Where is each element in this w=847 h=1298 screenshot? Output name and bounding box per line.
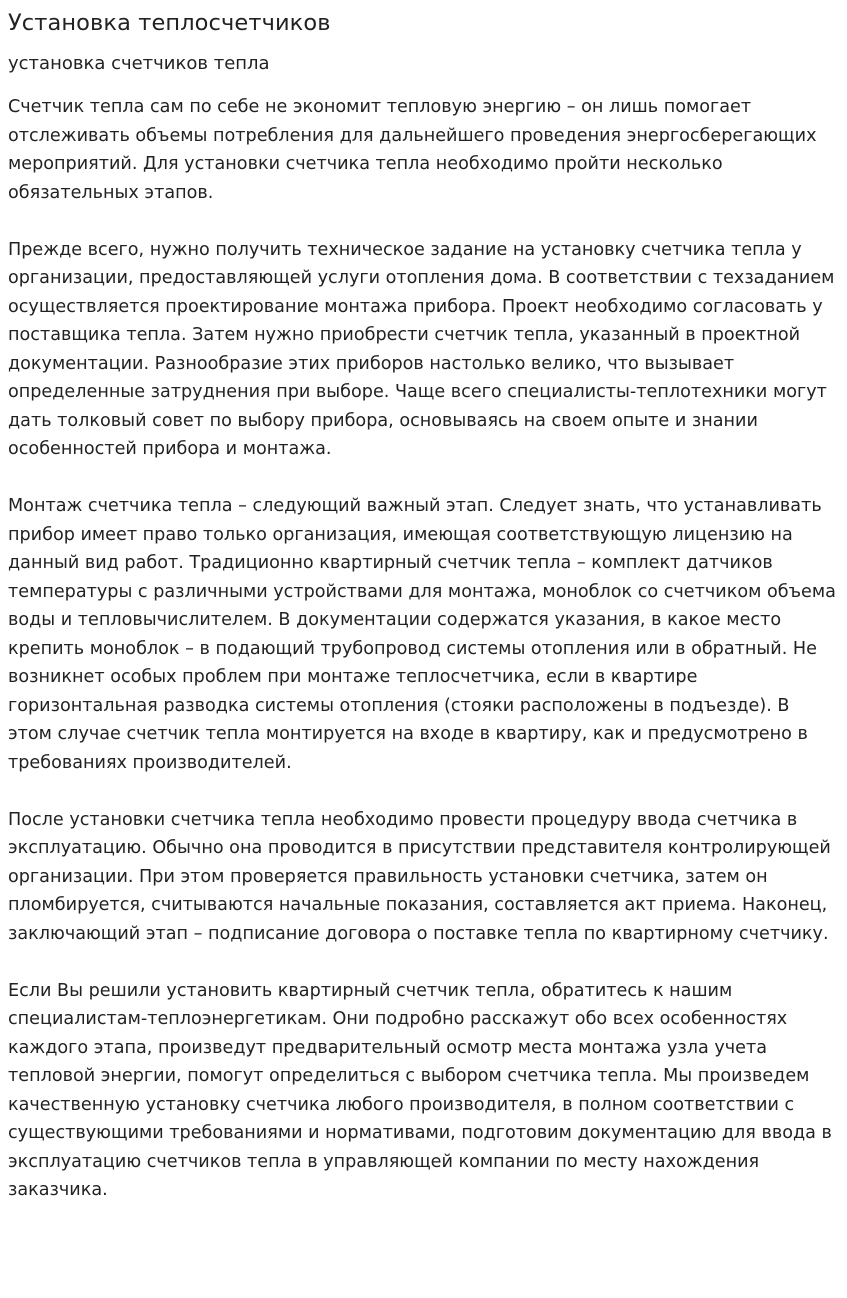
article-paragraph: Если Вы решили установить квартирный счетчик тепла, обратитесь к нашим специалистам-теплоэнергетикам. Они подробно расскажут обо всех особенностях каждого этапа, произведут предварительный осмотр места монтажа узла учета тепловой энергии, помогут определиться с выбором счетчика тепла. Мы произведем качественную установку счетчика любого производителя, в полном соответствии с существующими требованиями и нормативами, подготовим документацию для ввода в эксплуатацию счетчиков тепла в управляющей компании по месту нахождения заказчика.	[8, 980, 832, 1200]
article-paragraph: После установки счетчика тепла необходимо провести процедуру ввода счетчика в эксплуатацию. Обычно она проводится в присутствии представителя контролирующей организации. При этом проверяется правильность установки счетчика, затем он пломбируется, считываются начальные показания, составляется акт приема. Наконец, заключающий этап – подписание договора о поставке тепла по квартирному счетчику.	[8, 809, 831, 944]
article-paragraph: Прежде всего, нужно получить техническое задание на установку счетчика тепла у организации, предоставляющей услуги отопления дома. В соответствии с техзаданием осуществляется проектирование монтажа прибора. Проект необходимо согласовать у поставщика тепла. Затем нужно приобрести счетчик тепла, указанный в проектной документации. Разнообразие этих приборов настолько велико, что вызывает определенные затруднения при выборе. Чаще всего специалисты-теплотехники могут дать толковый совет по выбору прибора, основываясь на своем опыте и знании особенностей прибора и монтажа.	[8, 239, 835, 459]
article-paragraph: Монтаж счетчика тепла – следующий важный этап. Следует знать, что устанавливать прибор имеет право только организация, имеющая соответствующую лицензию на данный вид работ. Традиционно квартирный счетчик тепла – комплект датчиков температуры с различными устройствами для монтажа, моноблок со счетчиком объема воды и тепловычислителем. В документации содержатся указания, в какое место крепить моноблок – в подающий трубопровод системы отопления или в обратный. Не возникнет особых проблем при монтаже теплосчетчика, если в квартире горизонтальная разводка системы отопления (стояки расположены в подъезде). В этом случае счетчик тепла монтируется на входе в квартиру, как и предусмотрено в требованиях производителей.	[8, 496, 836, 773]
article-body	[8, 93, 837, 1205]
page-title: Установка теплосчетчиков	[8, 10, 331, 36]
article-paragraph: Счетчик тепла сам по себе не экономит тепловую энергию – он лишь помогает отслеживать объемы потребления для дальнейшего проведения энергосберегающих мероприятий. Для установки счетчика тепла необходимо пройти несколько обязательных этапов.	[8, 97, 817, 203]
page-subtitle: установка счетчиков тепла	[8, 53, 270, 74]
